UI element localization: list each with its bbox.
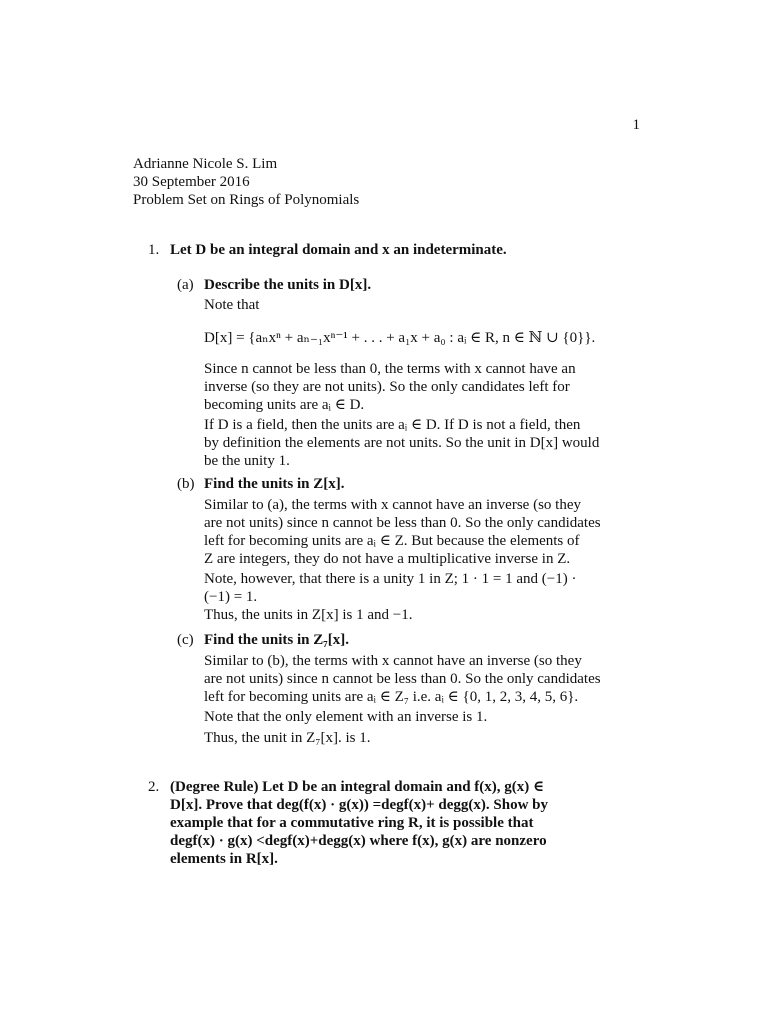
answer-line: inverse (so they are not units). So the only candidates left for bbox=[204, 379, 570, 395]
answer-line: Z are integers, they do not have a multiplicative inverse in Z. bbox=[204, 551, 571, 567]
answer-line: If D is a field, then the units are aᵢ ∈ D. If D is not a field, then bbox=[204, 417, 581, 433]
answer-line: be the unity 1. bbox=[204, 453, 290, 469]
answer-line: left for becoming units are aᵢ ∈ Z. But because the elements of bbox=[204, 533, 580, 549]
document-subtitle: Problem Set on Rings of Polynomials bbox=[133, 192, 360, 208]
answer-line: are not units) since n cannot be less than 0. So the only candidates bbox=[204, 515, 601, 531]
part-label: (c) bbox=[177, 632, 194, 648]
answer-line: Note, however, that there is a unity 1 in Z; 1 · 1 = 1 and (−1) · bbox=[204, 571, 577, 587]
problem-number: 1. bbox=[148, 242, 160, 258]
problem-number: 2. bbox=[148, 779, 160, 795]
answer-line: are not units) since n cannot be less than 0. So the only candidates bbox=[204, 671, 601, 687]
answer-line: by definition the elements are not units. So the unit in D[x] would bbox=[204, 435, 600, 451]
problem-statement-line: (Degree Rule) Let D be an integral domain and f(x), g(x) ∈ bbox=[170, 779, 545, 795]
part-label: (b) bbox=[177, 476, 195, 492]
problem-statement: Let D be an integral domain and x an indeterminate. bbox=[170, 242, 507, 258]
answer-line: Similar to (a), the terms with x cannot have an inverse (so they bbox=[204, 497, 581, 513]
answer-line: Note that bbox=[204, 297, 260, 313]
part-title: Find the units in Z₇[x]. bbox=[204, 632, 349, 648]
answer-line: Thus, the units in Z[x] is 1 and −1. bbox=[204, 607, 413, 623]
answer-line: Similar to (b), the terms with x cannot have an inverse (so they bbox=[204, 653, 582, 669]
author-name: Adrianne Nicole S. Lim bbox=[133, 156, 278, 172]
part-title: Describe the units in D[x]. bbox=[204, 277, 372, 293]
answer-line: (−1) = 1. bbox=[204, 589, 258, 605]
answer-line: Thus, the unit in Z₇[x]. is 1. bbox=[204, 730, 371, 746]
part-label: (a) bbox=[177, 277, 194, 293]
page-number: 1 bbox=[632, 117, 640, 133]
problem-statement-line: example that for a commutative ring R, it is possible that bbox=[170, 815, 534, 831]
part-title: Find the units in Z[x]. bbox=[204, 476, 345, 492]
problem-statement-line: degf(x) · g(x) <degf(x)+degg(x) where f(x), g(x) are nonzero bbox=[170, 833, 547, 849]
equation: D[x] = {aₙxⁿ + aₙ₋₁xⁿ⁻¹ + . . . + a₁x + a₀ : aᵢ ∈ R, n ∈ ℕ ∪ {0}}. bbox=[204, 330, 596, 346]
problem-statement-line: D[x]. Prove that deg(f(x) · g(x)) =degf(x)+ degg(x). Show by bbox=[170, 797, 549, 813]
answer-line: becoming units are aᵢ ∈ D. bbox=[204, 397, 365, 413]
date: 30 September 2016 bbox=[133, 174, 250, 190]
answer-line: Note that the only element with an inverse is 1. bbox=[204, 709, 488, 725]
answer-line: left for becoming units are aᵢ ∈ Z₇ i.e. aᵢ ∈ {0, 1, 2, 3, 4, 5, 6}. bbox=[204, 689, 579, 705]
problem-statement-line: elements in R[x]. bbox=[170, 851, 278, 867]
answer-line: Since n cannot be less than 0, the terms with x cannot have an bbox=[204, 361, 576, 377]
